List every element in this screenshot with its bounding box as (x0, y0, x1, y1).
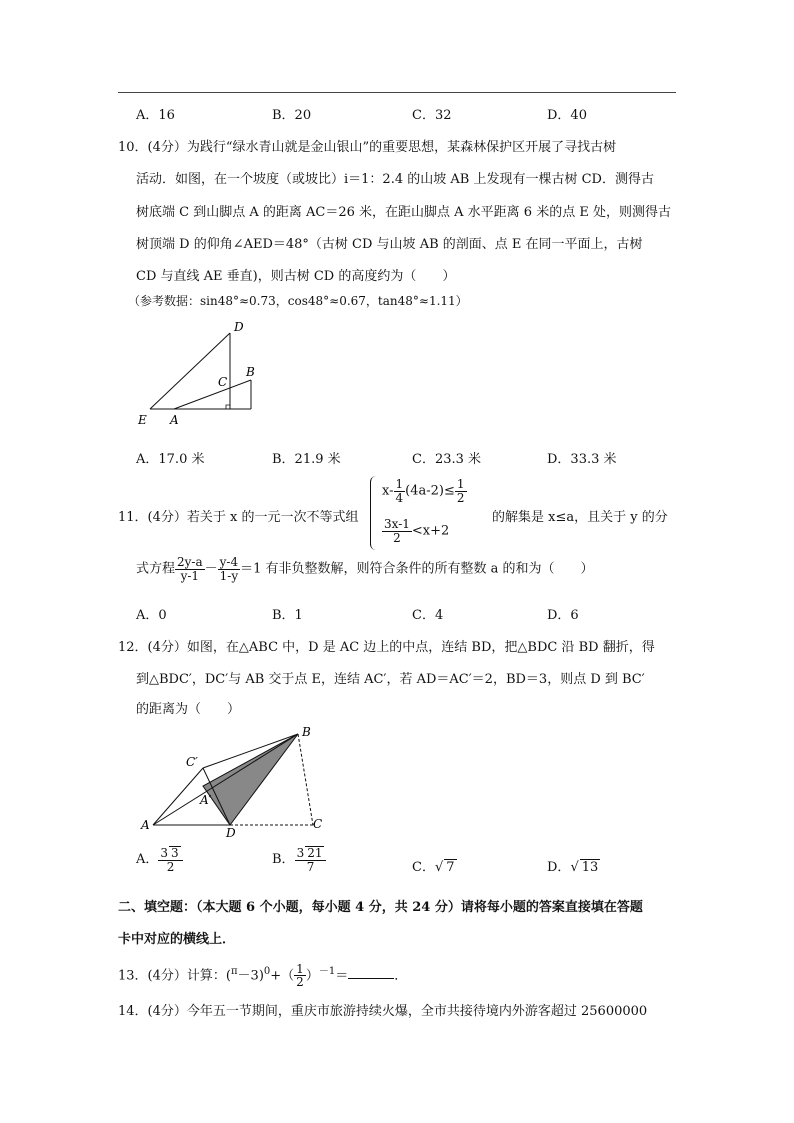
q11-ineq2-frac (382, 518, 412, 544)
q10-line-ED (150, 333, 230, 409)
q12-option-b-frac (295, 846, 327, 873)
q11-eq-frac2 (218, 556, 240, 582)
q11-brace (370, 476, 379, 550)
q12-option-d: D．√ 13 (547, 860, 599, 875)
q11-post: 的解集是 x≤a，且关于 y 的分 (492, 510, 668, 525)
q11-ineq1-rfrac (455, 478, 467, 504)
q13-den: 2 (296, 975, 304, 990)
q13-end: ． (394, 968, 408, 984)
q11-ineq2-b: <x+2 (411, 523, 450, 539)
q12-option-c-prefix: C． (412, 860, 435, 875)
q11-eq-f2-num: y-4 (219, 555, 239, 569)
q11-option-c: C．4 (412, 608, 444, 623)
q13-pi: π (230, 966, 238, 977)
q11-option-a: A．0 (136, 608, 167, 623)
q11-inequality-1 (382, 478, 467, 504)
q12-option-a (136, 846, 183, 873)
q12-line-2: 到△BDC′，DC′与 AB 交于点 E，连结 AC′，若 AD＝AC′＝2，BD＝3，则点 D 到 BC′ (136, 672, 645, 687)
q10-option-a: A．17.0 米 (136, 452, 205, 467)
q11-ineq1-rden: 2 (456, 490, 465, 505)
q11-ineq1-frac (394, 478, 406, 504)
q13-plus: +（ (270, 968, 295, 984)
q13-pre: 13．(4分）计算：( (118, 968, 231, 984)
q9-option-d: D．40 (547, 108, 587, 123)
q9-option-a: A．16 (136, 108, 175, 123)
q10-slope-AB (174, 380, 251, 409)
q12-option-b (272, 846, 326, 873)
q11-eq-f1-den: y-1 (180, 568, 200, 583)
q13-exp: －1 (318, 966, 336, 977)
q11-eq-f2-den: 1-y (219, 568, 239, 583)
q10-label-B: B (246, 365, 255, 379)
q9-option-b: B．20 (272, 108, 312, 123)
q10-label-E: E (138, 413, 147, 427)
q12-option-a-coef: 3 (160, 846, 169, 860)
q11-inequality-2 (382, 518, 449, 544)
q10-label-A: A (170, 413, 179, 427)
section-2-heading-line-1: 二、填空题：（本大题 6 个小题，每小题 4 分，共 24 分）请将每小题的答案直接填在答题 (118, 900, 643, 915)
q12-option-b-prefix: B． (272, 852, 295, 868)
q14-line-1: 14．(4分）今年五一节期间，重庆市旅游持续火爆，全市共接待境内外游客超过 25600000 (118, 1004, 648, 1019)
q11-option-b: B．1 (272, 608, 303, 623)
q13-num: 1 (296, 961, 304, 976)
q11-option-d: D．6 (547, 608, 579, 623)
q12-option-a-radicand: 3 (171, 846, 179, 860)
q12-option-a-frac (158, 846, 182, 873)
q11-ineq1-den: 4 (395, 490, 404, 505)
q12-option-a-prefix: A． (136, 852, 159, 868)
q12-dashed-BC (298, 734, 313, 825)
q10-line-2: 活动．如图，在一个坡度（或坡比）i＝1：2.4 的山坡 AB 上发现有一棵古树 CD．测得古 (136, 172, 654, 187)
q12-option-b-radicand: 21 (307, 846, 323, 860)
q12-option-c-radicand: 7 (446, 860, 455, 875)
q10-right-angle-mark (226, 405, 230, 409)
q10-option-d: D．33.3 米 (547, 452, 617, 467)
q12-label-D: D (226, 826, 236, 840)
q11-ineq1-a: x- (382, 483, 394, 499)
q11-intro: 11．(4分）若关于 x 的一元一次不等式组 (118, 510, 359, 525)
q11-eq-post: ＝1 有非负整数解，则符合条件的所有整数 a 的和为（ ） (240, 561, 594, 577)
q10-label-C: C (218, 375, 228, 389)
q10-line-3: 树底端 C 到山脚点 A 的距离 AC＝26 米，在距山脚点 A 水平距离 6 米的点 E 处，则测得古 (136, 205, 671, 220)
q12-option-d-radicand: 13 (581, 860, 599, 875)
q10-option-c: C．23.3 米 (412, 452, 482, 467)
q10-line-4: 树顶端 D 的仰角∠AED＝48°（古树 CD 与山坡 AB 的剖面、点 E 在同一平面上，古树 (136, 237, 643, 252)
q12-option-b-den: 7 (306, 859, 315, 874)
q9-option-c: C．32 (412, 108, 452, 123)
q10-line-5: CD 与直线 AE 垂直)，则古树 CD 的高度约为（ ） (136, 269, 456, 284)
q12-label-A1: A′ (200, 793, 212, 807)
q13-eq: ＝ (335, 968, 349, 984)
q12-line-AC1 (153, 768, 203, 825)
q12-option-c: C．√ 7 (412, 860, 455, 875)
q10-figure (130, 318, 270, 433)
q12-label-C: C (313, 817, 323, 831)
q13-exp0: 0 (263, 966, 271, 977)
q10-line-1: 10．(4分）为践行“绿水青山就是金山银山”的重要思想，某森林保护区开展了寻找古树 (118, 140, 617, 155)
header-rule (118, 92, 676, 93)
q11-ineq1-num: 1 (395, 477, 404, 491)
q11-equation (136, 556, 594, 582)
q13-answer-blank (348, 966, 394, 979)
q12-option-b-coef: 3 (296, 846, 305, 860)
q11-eq-f1-num: 2y-a (177, 555, 203, 569)
q10-reference-data: （参考数据：sin48°≈0.73，cos48°≈0.67，tan48°≈1.11） (128, 294, 468, 308)
q10-label-D: D (234, 320, 244, 334)
q11-ineq2-den: 2 (393, 530, 401, 545)
q11-eq-frac1 (175, 556, 205, 582)
q12-shaded-triangle (203, 734, 298, 825)
q12-figure (138, 724, 338, 844)
q13-close: ） (305, 968, 319, 984)
q12-label-B: B (302, 725, 311, 739)
q12-option-a-den: 2 (166, 859, 175, 874)
q10-option-b: B．21.9 米 (272, 452, 341, 467)
q12-option-d-prefix: D． (547, 860, 571, 875)
q12-line-1: 12．(4分）如图，在△ABC 中，D 是 AC 边上的中点，连结 BD，把△BDC 沿 BD 翻折，得 (118, 640, 655, 655)
q13-line (118, 962, 407, 989)
q11-eq-pre: 式方程 (136, 561, 176, 577)
q13-mid: －3) (237, 968, 264, 984)
q11-ineq1-rnum: 1 (456, 477, 465, 491)
q11-ineq2-num: 3x-1 (384, 517, 410, 531)
q11-ineq1-b: (4a-2)≤ (405, 483, 455, 499)
q11-eq-minus: － (204, 561, 218, 577)
q12-label-A: A (141, 818, 150, 832)
q12-label-C1: C′ (186, 755, 198, 769)
q12-line-3: 的距离为（ ） (136, 702, 241, 717)
section-2-heading-line-2: 卡中对应的横线上． (118, 932, 236, 947)
q13-frac (294, 963, 306, 989)
